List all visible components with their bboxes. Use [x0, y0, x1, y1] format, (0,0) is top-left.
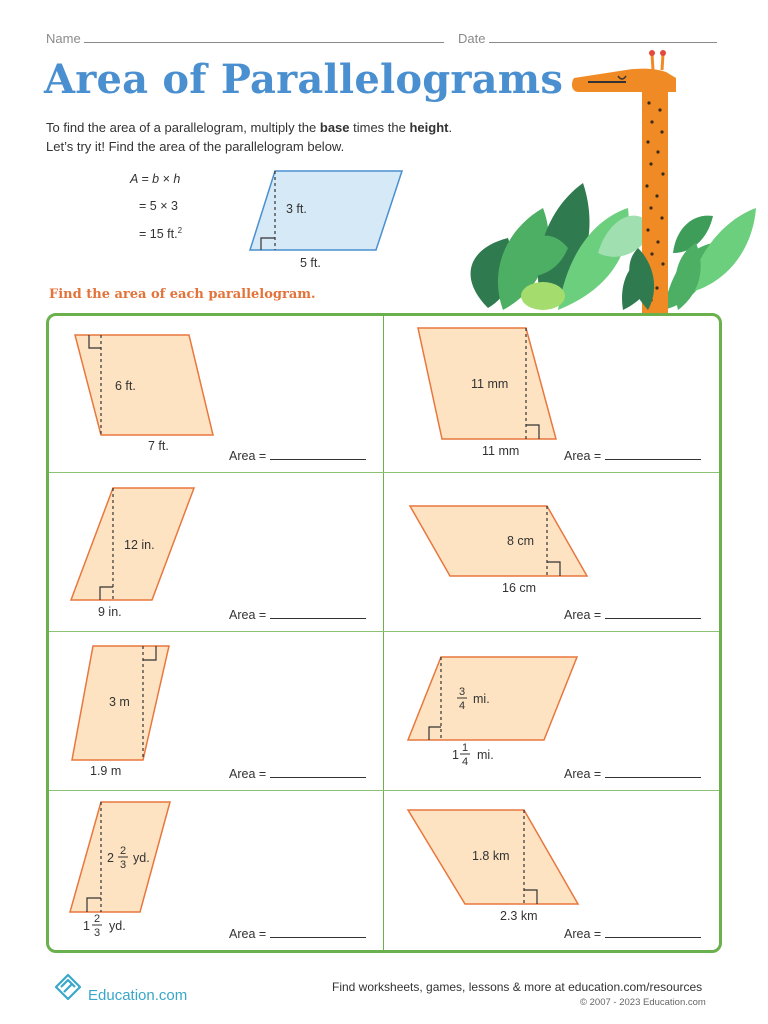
problem-1-answer-blank[interactable] [270, 449, 366, 460]
education-logo-icon [52, 971, 86, 1005]
problem-7-parallelogram [64, 796, 204, 946]
intro-line1-b: times the [349, 120, 410, 135]
intro-line2: Let’s try it! Find the area of the parallelogram below. [46, 139, 345, 154]
problem-6-area[interactable] [564, 767, 701, 781]
name-label: Name [46, 31, 81, 46]
problem-4-area-label: Area = [564, 608, 602, 622]
name-blank[interactable] [84, 30, 444, 43]
problem-1-shape [75, 335, 213, 435]
intro-line1-c: . [448, 120, 453, 135]
grid-row-divider-1 [49, 472, 719, 473]
example-step1: = 5 × 3 [139, 199, 178, 213]
intro-text [46, 118, 452, 156]
problem-2-parallelogram [412, 322, 572, 462]
problem-6-area-label: Area = [564, 767, 602, 781]
example-step2 [139, 226, 182, 241]
plant-leaves [471, 183, 756, 310]
problem-3-parallelogram [65, 482, 205, 622]
problem-1-base: 7 ft. [148, 439, 169, 453]
brand-name[interactable]: Education.com [88, 987, 188, 1004]
problem-6-base-unit: mi. [477, 748, 494, 762]
problem-2-answer-blank[interactable] [605, 449, 701, 460]
problem-5-answer-blank[interactable] [270, 767, 366, 778]
problem-2-area[interactable] [564, 449, 701, 463]
problem-1-area[interactable] [229, 449, 366, 463]
problem-3-area-label: Area = [229, 608, 267, 622]
problem-7-base-den: 3 [93, 927, 101, 939]
giraffe-plants-illustration [448, 48, 764, 316]
copyright: © 2007 - 2023 Education.com [580, 997, 706, 1008]
problem-6-base-den: 4 [461, 756, 469, 768]
problem-7-area[interactable] [229, 927, 366, 941]
problem-7-height-whole: 2 [107, 851, 114, 865]
footer-links[interactable]: Find worksheets, games, lessons & more at education.com/resources [332, 980, 703, 994]
grid-row-divider-3 [49, 790, 719, 791]
problem-7-base-whole: 1 [83, 919, 90, 933]
problem-7-height-unit: yd. [133, 851, 150, 865]
problem-6-answer-blank[interactable] [605, 767, 701, 778]
date-blank[interactable] [489, 30, 717, 43]
problem-8-base: 2.3 km [500, 909, 538, 923]
problem-8-area-label: Area = [564, 927, 602, 941]
problem-5-base: 1.9 m [90, 764, 122, 778]
problem-1-area-label: Area = [229, 449, 267, 463]
problem-4-parallelogram [404, 500, 594, 600]
intro-line1-a: To find the area of a parallelogram, multiply the [46, 120, 320, 135]
problem-2-area-label: Area = [564, 449, 602, 463]
example-parallelogram [245, 165, 410, 275]
problem-7-base-unit: yd. [109, 919, 126, 933]
intro-base-word: base [319, 120, 350, 135]
problem-3-area[interactable] [229, 608, 366, 622]
problem-2-height: 11 mm [471, 377, 509, 391]
example-base-label: 5 ft. [300, 256, 321, 270]
problem-7-base-num: 2 [93, 913, 101, 925]
intro-height-word: height [409, 120, 449, 135]
problem-6-base-whole: 1 [452, 748, 459, 762]
problem-6-base [452, 742, 494, 768]
problem-2-base: 11 mm [482, 444, 520, 458]
problem-4-answer-blank[interactable] [605, 608, 701, 619]
problem-4-base: 16 cm [502, 581, 537, 595]
name-field[interactable] [46, 30, 444, 46]
problem-4-height: 8 cm [507, 534, 535, 548]
grid-row-divider-2 [49, 631, 719, 632]
example-step2-sup: 2 [177, 226, 183, 235]
problem-6-height-num: 3 [458, 686, 466, 698]
problem-8-height: 1.8 km [472, 849, 510, 863]
grid-vertical-divider [383, 316, 384, 950]
problem-6-height-unit: mi. [473, 692, 490, 706]
example-formula: A = b × h [130, 172, 181, 186]
problem-4-area[interactable] [564, 608, 701, 622]
example-height-label: 3 ft. [286, 202, 307, 216]
problem-7-area-label: Area = [229, 927, 267, 941]
date-label: Date [458, 31, 486, 46]
problem-1-height: 6 ft. [115, 379, 136, 393]
date-field[interactable] [458, 30, 717, 46]
problem-7-height-den: 3 [119, 859, 127, 871]
problem-5-area-label: Area = [229, 767, 267, 781]
problem-3-answer-blank[interactable] [270, 608, 366, 619]
example-step2-text: = 15 ft. [139, 227, 178, 242]
problem-6-parallelogram [402, 651, 587, 781]
problem-5-area[interactable] [229, 767, 366, 781]
problem-7-height-num: 2 [119, 845, 127, 857]
problem-5-height: 3 m [109, 695, 130, 709]
problem-3-height: 12 in. [124, 538, 155, 552]
problem-3-base: 9 in. [98, 605, 122, 619]
problem-7-answer-blank[interactable] [270, 927, 366, 938]
problem-8-area[interactable] [564, 927, 701, 941]
problem-1-parallelogram [68, 328, 228, 458]
problem-6-base-num: 1 [461, 742, 469, 754]
problem-8-parallelogram [402, 804, 587, 934]
problem-8-answer-blank[interactable] [605, 927, 701, 938]
page-title: Area of Parallelograms [44, 56, 564, 103]
problem-5-parallelogram [66, 640, 186, 780]
problem-6-height-den: 4 [458, 700, 466, 712]
problem-7-base [83, 913, 126, 939]
instruction-heading: Find the area of each parallelogram. [49, 287, 316, 302]
